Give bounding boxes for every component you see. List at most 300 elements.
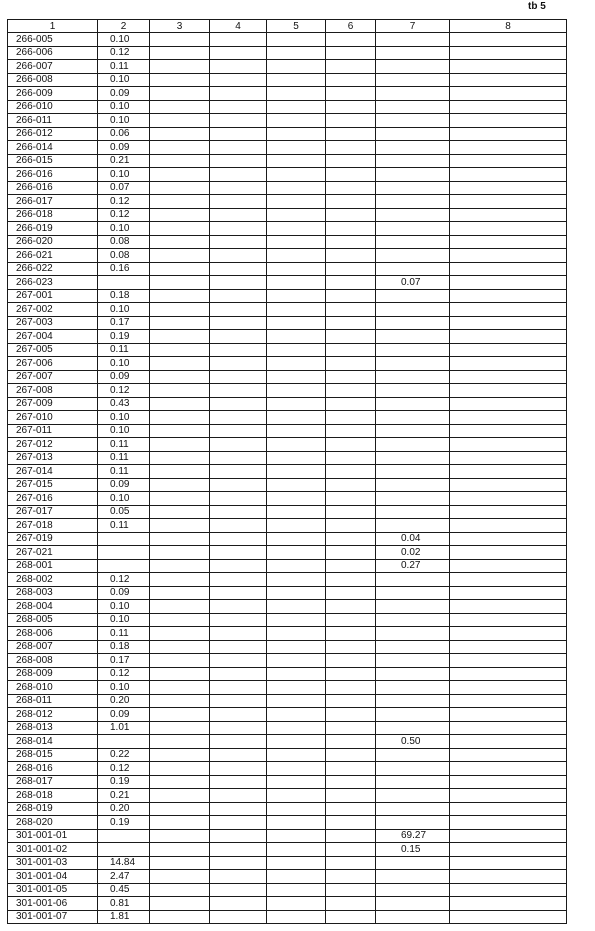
parcel-id-cell: 267-016 — [8, 492, 98, 506]
col7-value-cell: 0.04 — [376, 532, 450, 546]
col5-cell — [267, 775, 326, 789]
col7-value-cell: 0.27 — [376, 559, 450, 573]
table-row — [8, 640, 567, 654]
col7-value-cell — [376, 424, 450, 438]
col8-cell — [450, 46, 567, 60]
col3-cell — [150, 262, 210, 276]
col7-value-cell — [376, 100, 450, 114]
col8-cell — [450, 330, 567, 344]
col6-cell — [326, 505, 376, 519]
table-row — [8, 154, 567, 168]
col6-cell — [326, 33, 376, 47]
col4-cell — [210, 789, 267, 803]
col7-value-cell — [376, 370, 450, 384]
col3-cell — [150, 532, 210, 546]
parcel-id-cell: 267-015 — [8, 478, 98, 492]
col2-value-cell: 0.09 — [98, 87, 150, 101]
col5-cell — [267, 60, 326, 74]
col3-cell — [150, 559, 210, 573]
col8-cell — [450, 397, 567, 411]
col5-cell — [267, 721, 326, 735]
col3-cell — [150, 856, 210, 870]
parcel-id-cell: 268-002 — [8, 573, 98, 587]
col3-cell — [150, 910, 210, 924]
col2-value-cell: 0.22 — [98, 748, 150, 762]
col3-cell — [150, 465, 210, 479]
col4-cell — [210, 883, 267, 897]
col6-cell — [326, 789, 376, 803]
col5-cell — [267, 222, 326, 236]
col2-value-cell: 0.07 — [98, 181, 150, 195]
parcel-id-cell: 268-017 — [8, 775, 98, 789]
table-row — [8, 222, 567, 236]
col7-value-cell — [376, 505, 450, 519]
col5-cell — [267, 505, 326, 519]
col6-cell — [326, 208, 376, 222]
col5-cell — [267, 127, 326, 141]
col7-value-cell: 0.15 — [376, 843, 450, 857]
col7-value-cell: 0.50 — [376, 735, 450, 749]
col6-cell — [326, 141, 376, 155]
col6-cell — [326, 249, 376, 263]
col5-cell — [267, 262, 326, 276]
table-row — [8, 910, 567, 924]
col7-value-cell — [376, 60, 450, 74]
col8-cell — [450, 168, 567, 182]
col6-cell — [326, 654, 376, 668]
table-row — [8, 843, 567, 857]
col4-cell — [210, 708, 267, 722]
col4-cell — [210, 33, 267, 47]
col5-cell — [267, 519, 326, 533]
col2-value-cell — [98, 843, 150, 857]
table-row — [8, 748, 567, 762]
col4-cell — [210, 424, 267, 438]
col2-value-cell: 0.11 — [98, 60, 150, 74]
col6-cell — [326, 613, 376, 627]
col5-cell — [267, 694, 326, 708]
col3-cell — [150, 600, 210, 614]
col5-cell — [267, 897, 326, 911]
col3-cell — [150, 870, 210, 884]
table-row — [8, 141, 567, 155]
col6-cell — [326, 856, 376, 870]
col6-cell — [326, 438, 376, 452]
col4-cell — [210, 613, 267, 627]
table-row — [8, 316, 567, 330]
column-header: 2 — [98, 20, 150, 33]
col7-value-cell — [376, 775, 450, 789]
col2-value-cell: 0.12 — [98, 667, 150, 681]
col3-cell — [150, 735, 210, 749]
col8-cell — [450, 546, 567, 560]
parcel-id-cell: 266-020 — [8, 235, 98, 249]
col8-cell — [450, 505, 567, 519]
col6-cell — [326, 532, 376, 546]
col6-cell — [326, 60, 376, 74]
table-row — [8, 600, 567, 614]
col7-value-cell — [376, 330, 450, 344]
col2-value-cell: 0.43 — [98, 397, 150, 411]
col7-value-cell — [376, 127, 450, 141]
col3-cell — [150, 222, 210, 236]
col3-cell — [150, 816, 210, 830]
table-row — [8, 262, 567, 276]
col2-value-cell — [98, 276, 150, 290]
parcel-id-cell: 301-001-04 — [8, 870, 98, 884]
col7-value-cell — [376, 708, 450, 722]
col4-cell — [210, 276, 267, 290]
table-row — [8, 114, 567, 128]
col5-cell — [267, 451, 326, 465]
col7-value-cell — [376, 586, 450, 600]
table-row — [8, 559, 567, 573]
col3-cell — [150, 397, 210, 411]
col6-cell — [326, 168, 376, 182]
table-row — [8, 424, 567, 438]
col6-cell — [326, 276, 376, 290]
table-row — [8, 465, 567, 479]
col4-cell — [210, 357, 267, 371]
col3-cell — [150, 303, 210, 317]
col4-cell — [210, 532, 267, 546]
col7-value-cell — [376, 856, 450, 870]
table-row — [8, 829, 567, 843]
col5-cell — [267, 546, 326, 560]
col5-cell — [267, 816, 326, 830]
table-row — [8, 100, 567, 114]
col7-value-cell — [376, 46, 450, 60]
table-row — [8, 681, 567, 695]
col4-cell — [210, 829, 267, 843]
col5-cell — [267, 316, 326, 330]
col4-cell — [210, 73, 267, 87]
table-row — [8, 856, 567, 870]
col8-cell — [450, 465, 567, 479]
table-row — [8, 519, 567, 533]
col7-value-cell — [376, 397, 450, 411]
col5-cell — [267, 154, 326, 168]
table-row — [8, 816, 567, 830]
col3-cell — [150, 681, 210, 695]
parcel-id-cell: 268-015 — [8, 748, 98, 762]
parcel-id-cell: 266-023 — [8, 276, 98, 290]
col4-cell — [210, 816, 267, 830]
table-row — [8, 87, 567, 101]
col2-value-cell: 1.01 — [98, 721, 150, 735]
column-header: 4 — [210, 20, 267, 33]
col8-cell — [450, 87, 567, 101]
table-row — [8, 289, 567, 303]
col7-value-cell — [376, 492, 450, 506]
col4-cell — [210, 897, 267, 911]
parcel-id-cell: 267-010 — [8, 411, 98, 425]
parcel-id-cell: 267-001 — [8, 289, 98, 303]
col6-cell — [326, 114, 376, 128]
col6-cell — [326, 195, 376, 209]
col3-cell — [150, 492, 210, 506]
col6-cell — [326, 451, 376, 465]
col8-cell — [450, 883, 567, 897]
col6-cell — [326, 262, 376, 276]
col4-cell — [210, 87, 267, 101]
column-header: 8 — [450, 20, 567, 33]
col3-cell — [150, 640, 210, 654]
col3-cell — [150, 33, 210, 47]
col7-value-cell — [376, 343, 450, 357]
col6-cell — [326, 465, 376, 479]
table-row — [8, 438, 567, 452]
col2-value-cell — [98, 532, 150, 546]
table-row — [8, 802, 567, 816]
col7-value-cell — [376, 654, 450, 668]
table-row — [8, 208, 567, 222]
col6-cell — [326, 222, 376, 236]
col5-cell — [267, 654, 326, 668]
parcel-id-cell: 268-016 — [8, 762, 98, 776]
col7-value-cell — [376, 73, 450, 87]
column-header: 3 — [150, 20, 210, 33]
col2-value-cell: 0.12 — [98, 208, 150, 222]
col5-cell — [267, 627, 326, 641]
col5-cell — [267, 195, 326, 209]
col4-cell — [210, 910, 267, 924]
parcel-id-cell: 267-007 — [8, 370, 98, 384]
col8-cell — [450, 303, 567, 317]
col4-cell — [210, 46, 267, 60]
col3-cell — [150, 802, 210, 816]
col8-cell — [450, 316, 567, 330]
column-header: 1 — [8, 20, 98, 33]
table-row — [8, 168, 567, 182]
col3-cell — [150, 195, 210, 209]
col2-value-cell: 0.10 — [98, 613, 150, 627]
col2-value-cell: 0.19 — [98, 775, 150, 789]
table-row — [8, 235, 567, 249]
col4-cell — [210, 600, 267, 614]
col6-cell — [326, 802, 376, 816]
col3-cell — [150, 370, 210, 384]
col8-cell — [450, 235, 567, 249]
col8-cell — [450, 802, 567, 816]
col7-value-cell — [376, 411, 450, 425]
col5-cell — [267, 843, 326, 857]
col2-value-cell: 0.09 — [98, 708, 150, 722]
col6-cell — [326, 100, 376, 114]
col3-cell — [150, 208, 210, 222]
col6-cell — [326, 600, 376, 614]
col3-cell — [150, 748, 210, 762]
col5-cell — [267, 235, 326, 249]
table-row — [8, 573, 567, 587]
parcel-id-cell: 301-001-07 — [8, 910, 98, 924]
col4-cell — [210, 843, 267, 857]
table-row — [8, 195, 567, 209]
col4-cell — [210, 222, 267, 236]
col8-cell — [450, 843, 567, 857]
col5-cell — [267, 168, 326, 182]
col3-cell — [150, 73, 210, 87]
parcel-id-cell: 266-016 — [8, 181, 98, 195]
col4-cell — [210, 168, 267, 182]
col7-value-cell — [376, 478, 450, 492]
parcel-id-cell: 267-005 — [8, 343, 98, 357]
col7-value-cell — [376, 303, 450, 317]
col2-value-cell: 0.09 — [98, 141, 150, 155]
col6-cell — [326, 640, 376, 654]
parcel-id-cell: 266-015 — [8, 154, 98, 168]
col3-cell — [150, 573, 210, 587]
col7-value-cell — [376, 154, 450, 168]
col4-cell — [210, 519, 267, 533]
parcel-id-cell: 266-009 — [8, 87, 98, 101]
parcel-id-cell: 266-018 — [8, 208, 98, 222]
col5-cell — [267, 802, 326, 816]
col5-cell — [267, 276, 326, 290]
parcel-id-cell: 267-004 — [8, 330, 98, 344]
col5-cell — [267, 424, 326, 438]
col2-value-cell — [98, 829, 150, 843]
parcel-id-cell: 266-017 — [8, 195, 98, 209]
col7-value-cell: 0.02 — [376, 546, 450, 560]
col8-cell — [450, 114, 567, 128]
col3-cell — [150, 843, 210, 857]
col2-value-cell: 0.19 — [98, 816, 150, 830]
parcel-id-cell: 268-020 — [8, 816, 98, 830]
col2-value-cell: 0.11 — [98, 343, 150, 357]
col6-cell — [326, 478, 376, 492]
col4-cell — [210, 262, 267, 276]
table-row — [8, 883, 567, 897]
column-header: 5 — [267, 20, 326, 33]
col8-cell — [450, 667, 567, 681]
col8-cell — [450, 411, 567, 425]
col2-value-cell: 0.18 — [98, 289, 150, 303]
col7-value-cell — [376, 613, 450, 627]
col3-cell — [150, 100, 210, 114]
col2-value-cell: 0.20 — [98, 802, 150, 816]
table-row — [8, 775, 567, 789]
col7-value-cell — [376, 897, 450, 911]
col6-cell — [326, 559, 376, 573]
table-row — [8, 330, 567, 344]
col5-cell — [267, 46, 326, 60]
col5-cell — [267, 559, 326, 573]
col2-value-cell: 0.81 — [98, 897, 150, 911]
col7-value-cell — [376, 789, 450, 803]
parcel-id-cell: 267-021 — [8, 546, 98, 560]
col5-cell — [267, 87, 326, 101]
col2-value-cell: 0.17 — [98, 654, 150, 668]
col4-cell — [210, 451, 267, 465]
col7-value-cell — [376, 762, 450, 776]
col5-cell — [267, 330, 326, 344]
col3-cell — [150, 708, 210, 722]
table-row — [8, 60, 567, 74]
col4-cell — [210, 627, 267, 641]
col3-cell — [150, 775, 210, 789]
table-row — [8, 505, 567, 519]
col2-value-cell: 0.10 — [98, 357, 150, 371]
col4-cell — [210, 60, 267, 74]
col5-cell — [267, 735, 326, 749]
col2-value-cell: 0.12 — [98, 762, 150, 776]
table-row — [8, 708, 567, 722]
col3-cell — [150, 46, 210, 60]
parcel-id-cell: 267-018 — [8, 519, 98, 533]
col4-cell — [210, 735, 267, 749]
col8-cell — [450, 492, 567, 506]
col4-cell — [210, 748, 267, 762]
parcel-id-cell: 266-006 — [8, 46, 98, 60]
page-number-label: tb 5 — [528, 1, 546, 12]
col7-value-cell — [376, 438, 450, 452]
col7-value-cell — [376, 519, 450, 533]
table-row — [8, 451, 567, 465]
col6-cell — [326, 897, 376, 911]
col3-cell — [150, 478, 210, 492]
col6-cell — [326, 762, 376, 776]
col8-cell — [450, 897, 567, 911]
col3-cell — [150, 87, 210, 101]
col2-value-cell: 0.12 — [98, 46, 150, 60]
col8-cell — [450, 60, 567, 74]
col6-cell — [326, 343, 376, 357]
col2-value-cell: 0.12 — [98, 195, 150, 209]
col8-cell — [450, 208, 567, 222]
col4-cell — [210, 505, 267, 519]
parcel-id-cell: 266-005 — [8, 33, 98, 47]
col8-cell — [450, 613, 567, 627]
col2-value-cell: 1.81 — [98, 910, 150, 924]
col4-cell — [210, 465, 267, 479]
col3-cell — [150, 411, 210, 425]
col7-value-cell — [376, 114, 450, 128]
col5-cell — [267, 789, 326, 803]
col7-value-cell — [376, 910, 450, 924]
col7-value-cell — [376, 721, 450, 735]
col2-value-cell — [98, 735, 150, 749]
col3-cell — [150, 181, 210, 195]
col7-value-cell — [376, 802, 450, 816]
col7-value-cell — [376, 870, 450, 884]
col8-cell — [450, 195, 567, 209]
col2-value-cell: 0.19 — [98, 330, 150, 344]
parcel-id-cell: 301-001-03 — [8, 856, 98, 870]
col2-value-cell: 0.11 — [98, 438, 150, 452]
parcel-id-cell: 267-013 — [8, 451, 98, 465]
col3-cell — [150, 883, 210, 897]
parcel-id-cell: 266-012 — [8, 127, 98, 141]
col4-cell — [210, 235, 267, 249]
col7-value-cell — [376, 667, 450, 681]
col3-cell — [150, 289, 210, 303]
col5-cell — [267, 600, 326, 614]
col5-cell — [267, 370, 326, 384]
col6-cell — [326, 708, 376, 722]
col3-cell — [150, 249, 210, 263]
col8-cell — [450, 181, 567, 195]
col2-value-cell: 0.11 — [98, 519, 150, 533]
col2-value-cell: 0.10 — [98, 411, 150, 425]
col5-cell — [267, 73, 326, 87]
col8-cell — [450, 384, 567, 398]
table-row — [8, 762, 567, 776]
col2-value-cell — [98, 559, 150, 573]
table-row — [8, 73, 567, 87]
table-row — [8, 870, 567, 884]
col8-cell — [450, 357, 567, 371]
